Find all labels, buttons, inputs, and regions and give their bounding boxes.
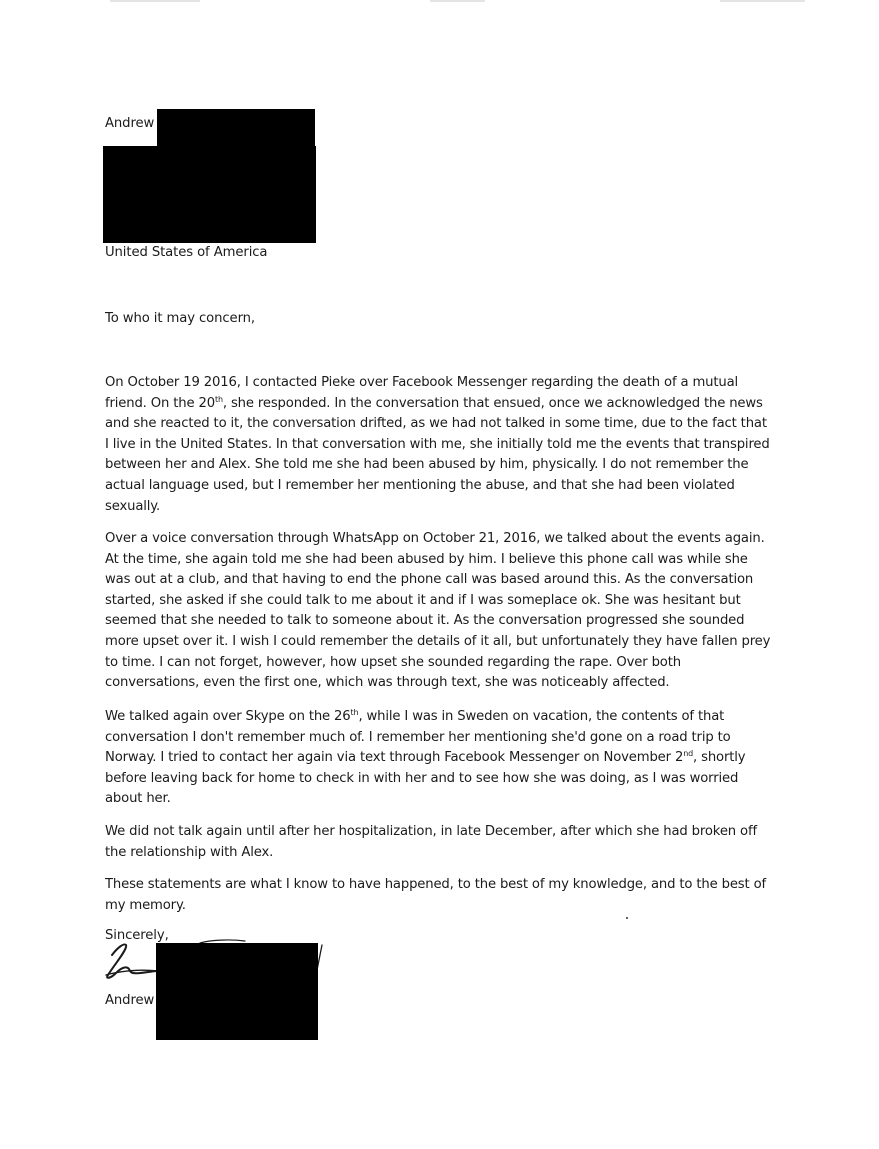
redaction-box-signature [156,943,318,1040]
paragraph-1-text-a: On October 19 2016, I contacted Pieke over Facebook Messenger regarding the death of a mutual friend. On the 20 [105,375,739,411]
paragraph-1-superscript: th [214,394,223,404]
paragraph-3-text-a: We talked again over Skype on the 26 [105,709,351,724]
scan-dot [626,917,628,919]
sign-off: Sincerely, [105,928,169,943]
paragraph-3-superscript-2: nd [683,749,694,759]
paragraph-3-text-c: , shortly before leaving back for home to check in with her and to see how she was doing, as I was worried about her. [105,750,746,807]
sender-first-name: Andrew [105,116,155,131]
paragraph-3-superscript-1: th [350,708,359,717]
sender-country: United States of America [105,245,268,260]
paragraph-2: Over a voice conversation through WhatsApp on October 21, 2016, we talked about the events again. At the time, she again told me she had been abused by him. I believe this phone call was while she was out at a club, and that having to end the phone call was based around this. As the conversation started, she asked if she could talk to me about it and if I was someplace ok. She was hesitant but seemed that she needed to talk to someone about it. As the conversation progressed she sounded more upset over it. I wish I could remember the details of it all, but unfortunately they have fallen prey to time. I can not forget, however, how upset she sounded regarding the rape. Over both conversations, even the first one, which was through text, she was noticeably affected. [105,531,771,691]
paragraph-4: We did not talk again until after her hospitalization, in late December, after which she had broken off the relationship with Alex. [105,824,757,860]
redaction-box-surname [157,109,315,147]
paragraph-1 [105,373,773,517]
salutation: To who it may concern, [105,311,256,326]
paragraph-1-text-b: , she responded. In the conversation that ensued, once we acknowledged the news and she reacted to it, the conversation drifted, as we had not talked in some time, due to the fact that I live in the United States. In that conversation with me, she initially told me the events that transpired between her and Alex. She told me she had been abused by him, physically. I do not remember the actual language used, but I remember her mentioning the abuse, and that she had been violated sexually. [105,395,770,514]
redaction-box-address [103,146,316,243]
paragraph-3 [105,707,773,810]
closing-name: Andrew [105,993,155,1008]
scan-artifact [720,0,805,2]
scan-artifact [110,0,200,2]
paragraph-5: These statements are what I know to have happened, to the best of my knowledge, and to the best of my memory. [105,877,766,913]
scan-artifact [430,0,485,2]
paragraph-3-text-b: , while I was in Sweden on vacation, the contents of that conversation I don't remember much of. I remember her mentioning she'd gone on a road trip to Norway. I tried to contact her again via text through Facebook Messenger on November 2 [105,709,731,766]
